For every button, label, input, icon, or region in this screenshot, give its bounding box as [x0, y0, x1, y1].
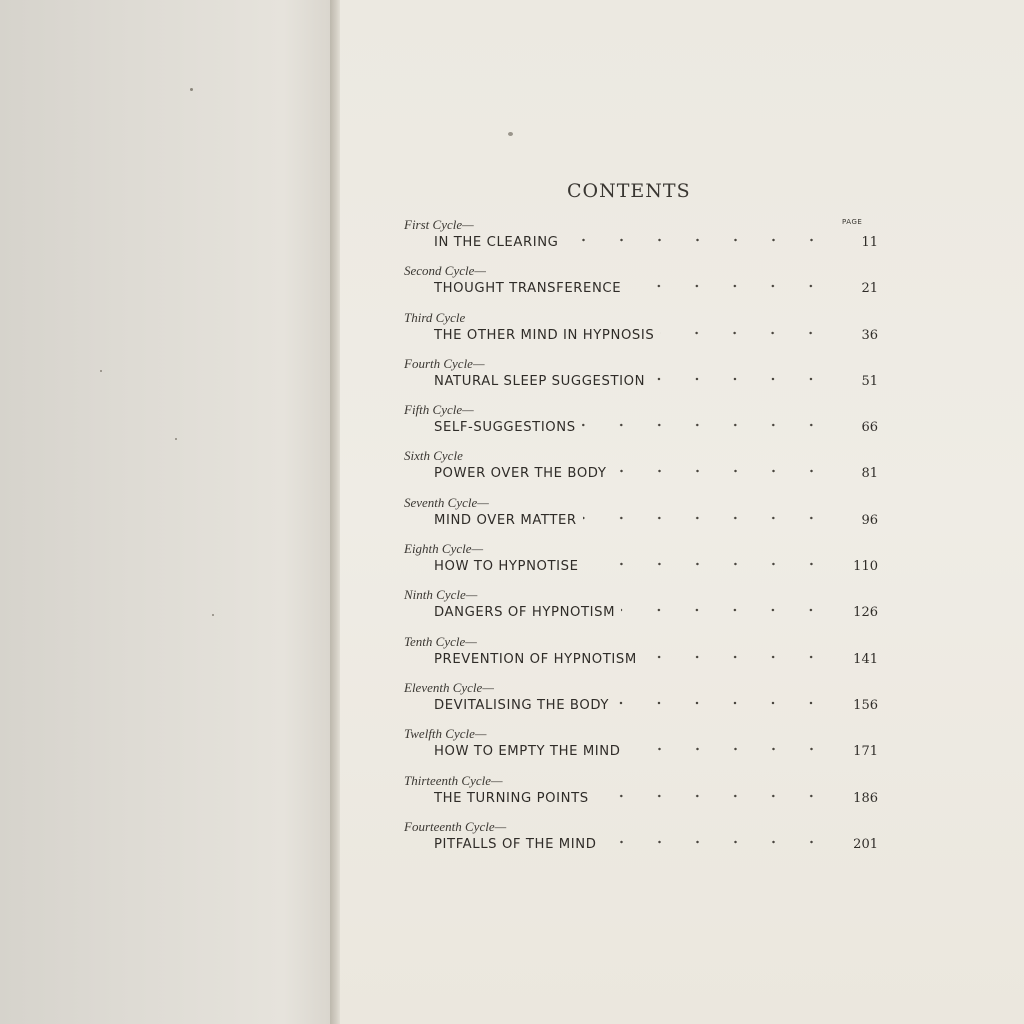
- page-number: 171: [853, 744, 878, 760]
- contents-title: CONTENTS: [567, 180, 691, 202]
- page-number: 141: [853, 651, 878, 667]
- chapter-title: THOUGHT TRANSFERENCE: [434, 281, 622, 297]
- cycle-label: Tenth Cycle—: [404, 633, 477, 649]
- dot-leader: [615, 695, 838, 709]
- chapter-line: [434, 788, 878, 808]
- toc-entry: [404, 217, 878, 263]
- chapter-title: DANGERS OF HYPNOTISM: [434, 605, 616, 621]
- cycle-label: Second Cycle—: [404, 263, 486, 279]
- chapter-line: [434, 510, 878, 530]
- dot-leader: [613, 463, 839, 477]
- chapter-line: [434, 325, 878, 345]
- dot-leader: [565, 232, 839, 246]
- dot-leader: [603, 834, 839, 848]
- page-number: 186: [853, 790, 878, 806]
- paper-speck: [508, 132, 513, 136]
- page-number: 156: [853, 697, 878, 713]
- cycle-label: Twelfth Cycle—: [404, 726, 487, 742]
- chapter-line: [434, 556, 878, 576]
- dot-leader: [582, 417, 838, 431]
- toc-entry: [404, 310, 878, 356]
- cycle-label: Third Cycle: [404, 309, 466, 325]
- chapter-title: SELF-SUGGESTIONS: [434, 420, 576, 436]
- page-number: 96: [861, 512, 878, 528]
- toc-entry: [404, 402, 878, 448]
- book-gutter: [330, 0, 340, 1024]
- chapter-title: MIND OVER MATTER: [434, 512, 577, 528]
- chapter-line: [434, 741, 878, 761]
- cycle-label: Sixth Cycle: [404, 448, 463, 464]
- dot-leader: [627, 741, 838, 755]
- cycle-label: Eleventh Cycle—: [404, 679, 494, 695]
- page-number: 201: [853, 836, 878, 852]
- page-column-header: PAGE: [842, 218, 863, 226]
- chapter-line: [434, 834, 878, 854]
- page-number: 126: [853, 605, 878, 621]
- cycle-label: Fourteenth Cycle—: [404, 818, 507, 834]
- page-number: 36: [861, 327, 878, 343]
- dot-leader: [660, 325, 838, 339]
- dot-leader: [585, 556, 838, 570]
- dot-leader: [643, 649, 838, 663]
- toc-entry: [404, 448, 878, 494]
- toc-entry: [404, 356, 878, 402]
- chapter-title: DEVITALISING THE BODY: [434, 697, 610, 713]
- chapter-title: PREVENTION OF HYPNOTISM: [434, 651, 637, 667]
- dot-leader: [651, 371, 838, 385]
- page-number: 81: [861, 466, 878, 482]
- paper-speck: [190, 88, 193, 91]
- chapter-line: [434, 232, 878, 252]
- chapter-line: [434, 649, 878, 669]
- chapter-title: NATURAL SLEEP SUGGESTION: [434, 373, 646, 389]
- chapter-title: PITFALLS OF THE MIND: [434, 836, 597, 852]
- toc-entry: [404, 773, 878, 819]
- paper-speck: [100, 370, 102, 372]
- toc-entry: [404, 726, 878, 772]
- chapter-line: [434, 695, 878, 715]
- cycle-label: Thirteenth Cycle—: [404, 772, 503, 788]
- chapter-line: [434, 463, 878, 483]
- chapter-title: HOW TO HYPNOTISE: [434, 559, 579, 575]
- chapter-line: [434, 602, 878, 622]
- dot-leader: [627, 278, 838, 292]
- page-number: 51: [861, 373, 878, 389]
- chapter-line: [434, 371, 878, 391]
- chapter-title: THE TURNING POINTS: [434, 790, 589, 806]
- chapter-line: [434, 417, 878, 437]
- cycle-label: Ninth Cycle—: [404, 587, 478, 603]
- toc-entry: [404, 819, 878, 865]
- cycle-label: Fifth Cycle—: [404, 402, 474, 418]
- table-of-contents: [404, 217, 878, 865]
- toc-entry: [404, 541, 878, 587]
- dot-leader: [583, 510, 838, 524]
- toc-entry: [404, 634, 878, 680]
- left-page-blank: [0, 0, 334, 1024]
- page-number: 11: [861, 235, 878, 250]
- paper-speck: [175, 438, 177, 440]
- chapter-title: THE OTHER MIND IN HYPNOSIS: [434, 327, 655, 343]
- dot-leader: [595, 788, 838, 802]
- cycle-label: Fourth Cycle—: [404, 355, 485, 371]
- chapter-title: POWER OVER THE BODY: [434, 466, 607, 482]
- dot-leader: [621, 602, 838, 616]
- toc-entry: [404, 263, 878, 309]
- paper-speck: [212, 614, 214, 616]
- chapter-title: IN THE CLEARING: [434, 235, 559, 250]
- page-number: 110: [853, 559, 878, 575]
- toc-entry: [404, 495, 878, 541]
- chapter-line: [434, 278, 878, 298]
- cycle-label: First Cycle—: [404, 217, 474, 232]
- page-number: 21: [861, 281, 878, 297]
- cycle-label: Eighth Cycle—: [404, 541, 484, 557]
- cycle-label: Seventh Cycle—: [404, 494, 489, 510]
- page-number: 66: [861, 420, 878, 436]
- toc-entry: [404, 587, 878, 633]
- toc-entry: [404, 680, 878, 726]
- chapter-title: HOW TO EMPTY THE MIND: [434, 744, 621, 760]
